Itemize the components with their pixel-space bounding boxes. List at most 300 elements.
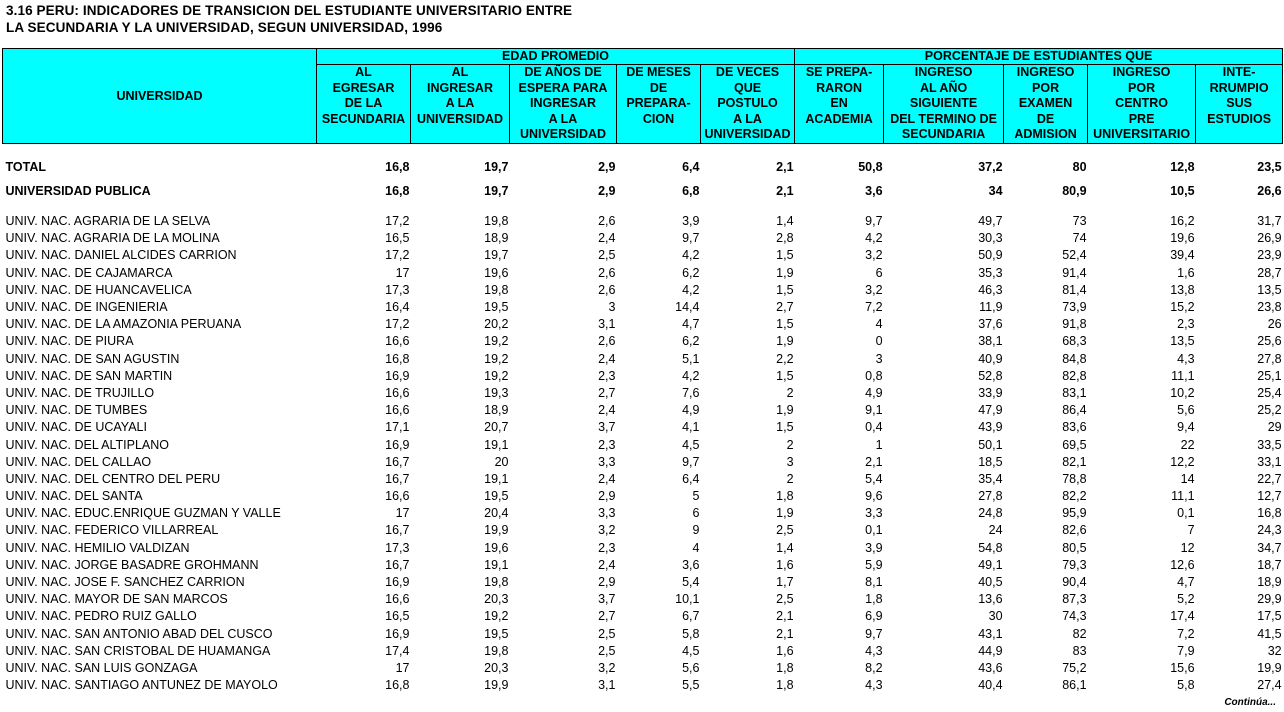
cell-value: 9,7 [682,231,700,246]
cell-value: 18,9 [484,403,509,418]
cell-value: 5,2 [1177,592,1195,607]
cell-value: 17,2 [385,214,410,229]
table-row [3,436,1283,453]
cell-value: 17,5 [1257,609,1282,624]
cell-value: 12,2 [1170,454,1195,469]
cell-value: 68,3 [1062,334,1087,349]
cell-value: 15,2 [1170,300,1195,315]
cell-value: 24 [988,523,1003,538]
cell-value: 2,7 [598,609,616,624]
cell-value: 1,9 [776,265,794,280]
cell-value: 1,7 [776,575,794,590]
row-label: UNIV. NAC. HEMILIO VALDIZAN [5,540,190,555]
header-column-3 [510,65,617,144]
header-column-line: INGRESAR [530,96,596,110]
cell-value: 19,2 [484,609,509,624]
header-group-porcentaje: PORCENTAJE DE ESTUDIANTES QUE [795,49,1283,65]
cell-value: 10,2 [1170,385,1195,400]
table-row [3,557,1283,574]
cell-value: 19,9 [484,523,509,538]
cell-value: 39,4 [1170,248,1195,263]
row-label: UNIV. NAC. DE UCAYALI [5,420,147,435]
header-column-line: POSTULO [717,96,778,110]
cell-value: 24,3 [1257,523,1282,538]
cell-value: 16,8 [385,678,410,693]
cell-value: 2,1 [776,626,794,641]
table-row [3,574,1283,591]
cell-value: 4,2 [682,248,700,263]
cell-value: 14 [1180,471,1195,486]
cell-value: 31,7 [1257,214,1282,229]
cell-value: 20,7 [484,420,509,435]
row-label: TOTAL [5,160,47,174]
cell-value: 3 [608,300,616,315]
cell-value: 44,9 [978,643,1003,658]
cell-value: 18,9 [1257,575,1282,590]
row-label: UNIV. NAC. DE LA AMAZONIA PERUANA [5,317,242,332]
cell-value: 4,5 [682,643,700,658]
header-column-line: ESTUDIOS [1207,111,1272,126]
header-column-line: INTE- [1222,65,1256,79]
cell-value: 16,5 [385,609,410,624]
cell-value: 4,3 [1177,351,1195,366]
cell-value: 22 [1180,437,1195,452]
cell-value: 4,2 [865,231,883,246]
continua-note: Continúa... [1224,697,1276,708]
cell-value: 40,4 [978,678,1003,693]
header-column-line: CENTRO [1115,96,1168,110]
header-column-6 [795,65,884,144]
cell-value: 4,9 [865,385,883,400]
header-column-line: DE AÑOS DE [524,65,602,79]
cell-value: 1,9 [776,334,794,349]
table-row [3,660,1283,677]
cell-value: 3,9 [682,214,700,229]
cell-value: 20,3 [484,592,509,607]
cell-value: 26 [1267,317,1282,332]
cell-value: 32 [1267,643,1282,658]
cell-value: 9,7 [865,214,883,229]
cell-value: 19,2 [484,351,509,366]
cell-value: 11,1 [1171,368,1195,383]
cell-value: 25,4 [1257,385,1282,400]
header-column-line: QUE [733,80,762,95]
cell-value: 23,5 [1257,160,1282,174]
cell-value: 43,6 [978,660,1003,675]
cell-value: 4,7 [1177,575,1195,590]
cell-value: 47,9 [978,403,1003,418]
cell-value: 9,7 [865,626,883,641]
cell-value: 16,6 [385,385,410,400]
header-column-line: SECUNDARIA [901,127,986,141]
cell-value: 7,9 [1177,643,1195,658]
cell-value: 19,6 [1170,231,1195,246]
summary-row [3,155,1283,179]
cell-value: 41,5 [1257,626,1282,641]
table-row [3,608,1283,625]
cell-value: 5,8 [1177,678,1195,693]
cell-value: 37,6 [978,317,1003,332]
cell-value: 3,2 [598,523,616,538]
row-label: UNIV. NAC. DEL CALLAO [5,454,152,469]
cell-value: 2,9 [598,184,616,198]
row-label: UNIV. NAC. DE SAN AGUSTIN [5,351,180,366]
cell-value: 20,3 [484,660,509,675]
cell-value: 16,9 [385,437,410,452]
table-row [3,677,1283,694]
cell-value: 40,5 [978,575,1003,590]
header-column-line: DE VECES [715,65,780,79]
row-label: UNIV. NAC. DE TRUJILLO [5,385,155,400]
cell-value: 50,8 [858,160,883,174]
table-row [3,230,1283,247]
header-column-line: DE MESES [626,65,691,79]
cell-value: 19,8 [484,575,509,590]
cell-value: 2,4 [598,471,616,486]
cell-value: 16,7 [385,471,410,486]
cell-value: 75,2 [1062,660,1087,675]
cell-value: 33,1 [1257,454,1282,469]
cell-value: 3,3 [865,506,883,521]
header-column-line: DE LA [344,96,383,110]
cell-value: 17,2 [385,317,410,332]
cell-value: 30,3 [978,231,1003,246]
cell-value: 23,9 [1257,248,1282,263]
cell-value: 2,3 [598,540,616,555]
cell-value: 5,9 [865,557,883,572]
cell-value: 19,2 [484,368,509,383]
table-row [3,488,1283,505]
header-column-5 [701,65,795,144]
cell-value: 1,6 [776,557,794,572]
cell-value: 17,3 [385,540,410,555]
cell-value: 16,9 [385,368,410,383]
cell-value: 16,6 [385,334,410,349]
header-column-line: PRE [1128,111,1155,126]
cell-value: 2,8 [776,231,794,246]
cell-value: 4,2 [682,282,700,297]
cell-value: 2,1 [776,184,794,198]
cell-value: 25,1 [1257,368,1282,383]
header-column-line: UNIVERSIDAD [519,127,607,141]
row-label: UNIV. NAC. AGRARIA DE LA SELVA [5,214,211,229]
table-row [3,522,1283,539]
header-column-line: DE [1036,111,1055,126]
header-column-line: ACADEMIA [805,111,873,126]
cell-value: 16,4 [385,300,410,315]
cell-value: 4,5 [682,437,700,452]
cell-value: 16,9 [385,575,410,590]
cell-value: 73 [1072,214,1087,229]
cell-value: 3,6 [682,557,700,572]
cell-value: 35,3 [978,265,1003,280]
cell-value: 82,1 [1062,454,1087,469]
cell-value: 11,9 [979,300,1003,315]
table-row [3,419,1283,436]
cell-value: 16,8 [1257,506,1282,521]
cell-value: 35,4 [978,471,1003,486]
row-label: UNIV. NAC. DEL SANTA [5,489,143,504]
cell-value: 2,5 [598,626,616,641]
cell-value: 2,5 [598,248,616,263]
row-label: UNIV. NAC. DE TUMBES [5,403,148,418]
cell-value: 11,1 [1171,489,1195,504]
cell-value: 1,5 [776,248,794,263]
header-column-line: RRUMPIO [1209,80,1269,95]
cell-value: 25,2 [1257,403,1282,418]
cell-value: 6,9 [865,609,883,624]
header-column-line: EN [830,96,848,110]
cell-value: 7,2 [865,300,883,315]
cell-value: 16,9 [385,626,410,641]
cell-value: 5 [692,489,700,504]
table-row [3,213,1283,230]
header-column-line: RARON [816,80,862,95]
cell-value: 15,6 [1170,660,1195,675]
cell-value: 3,3 [598,506,616,521]
cell-value: 80,5 [1062,540,1087,555]
cell-value: 16,8 [385,351,410,366]
cell-value: 54,8 [978,540,1003,555]
cell-value: 3,1 [598,317,616,332]
cell-value: 2,4 [598,351,616,366]
header-column-line: A LA [445,96,475,110]
cell-value: 33,5 [1257,437,1282,452]
cell-value: 1,5 [776,368,794,383]
cell-value: 1,5 [776,420,794,435]
cell-value: 29 [1267,420,1282,435]
table-header [3,49,1283,144]
cell-value: 16,7 [385,523,410,538]
table-row [3,351,1283,368]
cell-value: 87,3 [1062,592,1087,607]
header-column-line: SE PREPA- [805,65,873,79]
cell-value: 12,6 [1170,557,1195,572]
cell-value: 16,6 [385,403,410,418]
cell-value: 6,7 [682,609,700,624]
header-column-line: UNIVERSIDAD [704,127,791,141]
cell-value: 2,1 [776,160,794,174]
cell-value: 0,4 [865,420,883,435]
cell-value: 4,1 [682,420,700,435]
row-label: UNIV. NAC. DEL CENTRO DEL PERU [5,471,221,486]
cell-value: 4,3 [865,643,883,658]
cell-value: 43,1 [978,626,1003,641]
cell-value: 4,7 [682,317,700,332]
cell-value: 6,4 [682,160,700,174]
cell-value: 1 [875,437,883,452]
cell-value: 6 [875,265,883,280]
cell-value: 83 [1072,643,1087,658]
cell-value: 18,7 [1257,557,1282,572]
cell-value: 34,7 [1257,540,1282,555]
cell-value: 1,4 [776,540,794,555]
cell-value: 6,2 [682,334,700,349]
cell-value: 19,3 [484,385,509,400]
cell-value: 16,8 [385,184,410,198]
cell-value: 16,6 [385,592,410,607]
table-row [3,385,1283,402]
cell-value: 2,7 [776,300,794,315]
cell-value: 3 [786,454,794,469]
cell-value: 83,6 [1062,420,1087,435]
cell-value: 28,7 [1257,265,1282,280]
row-label: UNIV. NAC. SAN CRISTOBAL DE HUAMANGA [5,643,271,658]
cell-value: 19,5 [484,300,509,315]
table-row [3,299,1283,316]
data-table [2,48,1283,694]
cell-value: 8,1 [865,575,883,590]
row-label: UNIV. NAC. JOSE F. SANCHEZ CARRION [5,575,245,590]
header-column-line: SUS [1226,96,1252,110]
cell-value: 16,7 [385,557,410,572]
cell-value: 13,8 [1170,282,1195,297]
cell-value: 34 [988,184,1003,198]
cell-value: 7,6 [682,385,700,400]
header-column-1 [317,65,411,144]
cell-value: 82 [1072,626,1087,641]
cell-value: 52,8 [978,368,1003,383]
header-column-line: A LA [548,111,578,126]
table-row [3,643,1283,660]
cell-value: 1,8 [776,489,794,504]
cell-value: 30 [988,609,1003,624]
table-row [3,505,1283,522]
header-column-line: ESPERA PARA [518,80,608,95]
header-column-line: PREPARA- [626,96,691,110]
cell-value: 2,1 [865,454,883,469]
cell-value: 19,8 [484,643,509,658]
cell-value: 43,9 [978,420,1003,435]
cell-value: 0,8 [865,368,883,383]
cell-value: 3,3 [598,454,616,469]
cell-value: 3,2 [598,660,616,675]
cell-value: 1,8 [776,678,794,693]
cell-value: 2,6 [598,282,616,297]
cell-value: 3,7 [598,420,616,435]
cell-value: 1,4 [776,214,794,229]
cell-value: 16,5 [385,231,410,246]
cell-value: 19,7 [484,184,509,198]
cell-value: 1,8 [776,660,794,675]
header-universidad: UNIVERSIDAD [3,49,317,144]
cell-value: 82,8 [1062,368,1087,383]
cell-value: 27,8 [1257,351,1282,366]
cell-value: 50,9 [978,248,1003,263]
cell-value: 50,1 [978,437,1003,452]
cell-value: 2,6 [598,265,616,280]
cell-value: 2,7 [598,385,616,400]
cell-value: 1,9 [776,403,794,418]
cell-value: 13,5 [1257,282,1282,297]
cell-value: 19,2 [484,334,509,349]
cell-value: 74,3 [1062,609,1087,624]
cell-value: 27,4 [1257,678,1282,693]
cell-value: 4 [875,317,883,332]
cell-value: 5,6 [682,660,700,675]
cell-value: 16,8 [385,160,410,174]
cell-value: 17,4 [385,643,410,658]
header-column-2 [411,65,510,144]
cell-value: 22,7 [1257,471,1282,486]
cell-value: 2,6 [598,214,616,229]
cell-value: 12,8 [1170,160,1195,174]
cell-value: 90,4 [1062,575,1087,590]
header-column-line: DE [649,80,668,95]
cell-value: 10,1 [675,592,700,607]
row-label: UNIVERSIDAD PUBLICA [5,184,151,198]
cell-value: 24,8 [978,506,1003,521]
cell-value: 12 [1180,540,1195,555]
cell-value: 2,5 [776,523,794,538]
header-column-line: AL [355,65,372,79]
cell-value: 52,4 [1062,248,1087,263]
cell-value: 16,7 [385,454,410,469]
header-column-line: EXAMEN [1018,96,1073,110]
cell-value: 2,1 [776,609,794,624]
table-row [3,591,1283,608]
cell-value: 49,1 [978,557,1003,572]
cell-value: 5,6 [1177,403,1195,418]
cell-value: 19,5 [484,489,509,504]
cell-value: 1,5 [776,282,794,297]
header-column-line: POR [1032,80,1060,95]
table-row [3,333,1283,350]
header-column-line: CION [642,111,675,126]
cell-value: 2,4 [598,557,616,572]
cell-value: 19,6 [484,540,509,555]
header-column-line: SIGUIENTE [909,96,978,110]
cell-value: 23,8 [1257,300,1282,315]
cell-value: 2,9 [598,575,616,590]
cell-value: 2,3 [598,437,616,452]
row-label: UNIV. NAC. FEDERICO VILLARREAL [5,523,219,538]
cell-value: 3 [875,351,883,366]
table-row [3,626,1283,643]
cell-value: 1,8 [865,592,883,607]
cell-value: 2 [786,437,794,452]
header-column-line: AL [451,65,469,79]
header-column-line: EGRESAR [332,80,395,95]
cell-value: 80,9 [1062,184,1087,198]
cell-value: 37,2 [978,160,1003,174]
header-column-line: INGRESAR [427,80,493,95]
cell-value: 26,6 [1257,184,1282,198]
cell-value: 40,9 [978,351,1003,366]
cell-value: 19,1 [484,437,509,452]
cell-value: 4,3 [865,678,883,693]
summary-row [3,179,1283,203]
cell-value: 4,2 [682,368,700,383]
table-row [3,454,1283,471]
cell-value: 7 [1187,523,1195,538]
table-row [3,282,1283,299]
cell-value: 19,9 [1257,660,1282,675]
cell-value: 49,7 [978,214,1003,229]
row-label: UNIV. NAC. PEDRO RUIZ GALLO [5,609,197,624]
header-column-line: UNIVERSIDAD [416,111,504,126]
cell-value: 9 [692,523,700,538]
cell-value: 19,8 [484,214,509,229]
cell-value: 82,6 [1062,523,1087,538]
cell-value: 2,4 [598,403,616,418]
row-label: UNIV. NAC. DE PIURA [5,334,134,349]
cell-value: 17,1 [385,420,410,435]
cell-value: 81,4 [1062,282,1087,297]
row-label: UNIV. NAC. DANIEL ALCIDES CARRION [5,248,237,263]
cell-value: 3,9 [865,540,883,555]
cell-value: 1,9 [776,506,794,521]
